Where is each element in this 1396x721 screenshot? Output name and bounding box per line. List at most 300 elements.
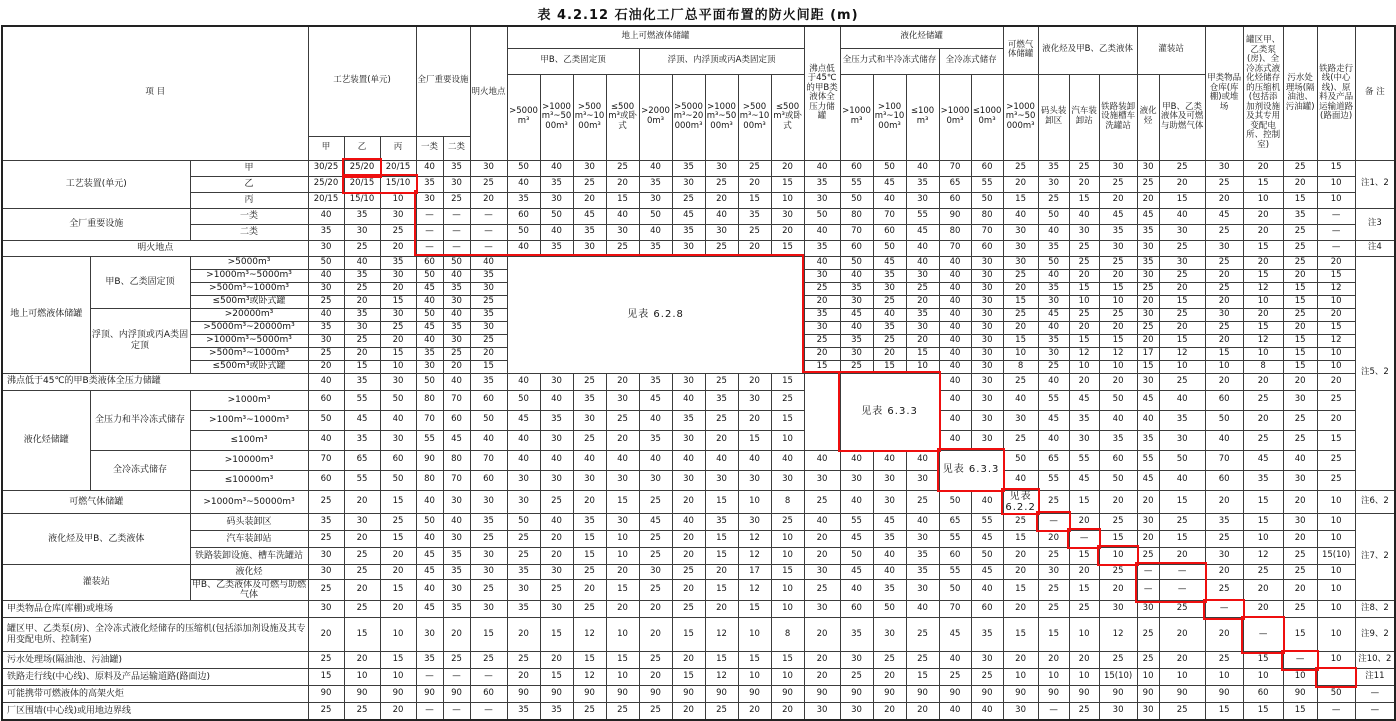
data-cell: 70 [939, 601, 971, 618]
data-cell: 25 [1159, 601, 1205, 618]
data-cell: 35 [1159, 410, 1205, 430]
data-cell: 25 [470, 530, 507, 547]
header-cell: 全压力式和半冷冻式储存 [840, 48, 939, 74]
data-cell: 30 [1137, 160, 1159, 176]
data-cell: 20 [470, 347, 507, 360]
data-cell: 40 [308, 208, 344, 224]
data-cell: 20 [1099, 321, 1137, 334]
data-cell: 35 [470, 373, 507, 390]
data-cell: 35 [639, 430, 672, 450]
data-cell: 20 [1205, 334, 1243, 347]
data-cell: 20 [873, 347, 906, 360]
data-cell: 30 [470, 160, 507, 176]
row-label: 工艺装置(单元) [2, 160, 190, 208]
data-cell: 45 [443, 430, 470, 450]
data-cell: 25 [705, 703, 738, 720]
row-label: ≤500m³或卧式罐 [190, 360, 308, 373]
data-cell: 12 [1099, 618, 1137, 652]
data-cell: 20 [606, 176, 639, 192]
data-cell: 15 [1137, 360, 1159, 373]
data-cell: — [416, 224, 443, 240]
data-cell: 40 [873, 450, 906, 470]
data-cell: 40 [840, 269, 873, 282]
data-cell: 25 [906, 652, 939, 669]
data-cell: 90 [804, 686, 840, 703]
data-cell: 35 [1243, 470, 1283, 490]
data-cell: 65 [939, 176, 971, 192]
table-title: 表 4.2.12 石油化工厂总平面布置的防火间距 (m) [537, 8, 859, 23]
data-cell: 20 [606, 430, 639, 450]
data-cell: 40 [771, 450, 804, 470]
data-cell: 30 [470, 547, 507, 564]
data-cell: 10 [771, 579, 804, 600]
data-cell: 30 [606, 470, 639, 490]
data-cell: — [1137, 579, 1159, 600]
data-cell: 50 [971, 192, 1003, 208]
note-cell: 注1、2 [1355, 160, 1395, 208]
data-cell: 60 [840, 601, 873, 618]
data-cell: 35 [1038, 334, 1069, 347]
data-cell: 50 [416, 373, 443, 390]
row-label: 污水处理场(隔油池、污油罐) [2, 652, 308, 669]
data-cell: 35 [470, 308, 507, 321]
data-cell: 40 [540, 390, 573, 410]
data-cell: 15 [1159, 192, 1205, 208]
data-cell: 30 [573, 240, 606, 256]
data-cell: 35 [873, 321, 906, 334]
data-cell: 10 [1003, 669, 1038, 686]
data-cell: 20 [1003, 321, 1038, 334]
header-cell: 液化烃 [1137, 74, 1159, 160]
data-cell: 20 [771, 703, 804, 720]
data-cell: 25 [1137, 618, 1159, 652]
data-cell: 90 [1038, 686, 1069, 703]
data-cell: 25 [1159, 240, 1205, 256]
data-cell: 50 [1099, 470, 1137, 490]
header-cell: 全冷冻式储存 [939, 48, 1003, 74]
data-cell: 12 [1317, 282, 1355, 295]
data-cell: 30 [1038, 564, 1069, 579]
data-cell: 35 [507, 601, 540, 618]
data-cell: 90 [416, 450, 443, 470]
header-cell: 工艺装置(单元) [308, 26, 416, 136]
data-cell: 25 [308, 347, 344, 360]
data-cell: 45 [416, 282, 443, 295]
data-cell: 10 [906, 360, 939, 373]
data-cell: 60 [470, 470, 507, 490]
data-cell: 50 [1099, 390, 1137, 410]
data-cell: 30 [1003, 240, 1038, 256]
data-cell: 60 [470, 686, 507, 703]
header-cell: 汽车装卸站 [1069, 74, 1099, 160]
data-cell: 20 [906, 334, 939, 347]
data-cell: 35 [416, 347, 443, 360]
header-cell: >1000m³~50000m³ [1003, 74, 1038, 160]
data-cell: 40 [308, 308, 344, 321]
data-cell: 15 [1003, 295, 1038, 308]
data-cell: 15 [705, 530, 738, 547]
data-cell: 40 [738, 450, 771, 470]
data-cell: 45 [840, 308, 873, 321]
data-cell: 50 [840, 192, 873, 208]
data-cell: 30 [738, 513, 771, 530]
data-cell: 25 [1003, 308, 1038, 321]
data-cell: 35 [906, 564, 939, 579]
data-cell: 40 [906, 240, 939, 256]
data-cell: 10 [1243, 530, 1283, 547]
data-cell: 30 [1283, 470, 1317, 490]
data-cell: 90 [840, 686, 873, 703]
data-cell: 40 [840, 450, 873, 470]
data-cell: 10 [606, 618, 639, 652]
data-cell: 35 [672, 410, 705, 430]
data-cell: 15 [1069, 334, 1099, 347]
data-cell: 45 [873, 176, 906, 192]
data-cell: 25 [906, 282, 939, 295]
row-label: 浮顶、内浮顶或丙A类固定顶 [90, 308, 190, 373]
data-cell: 10 [380, 669, 416, 686]
data-cell: 30 [1205, 240, 1243, 256]
data-cell: 35 [1038, 240, 1069, 256]
data-cell: 20 [1243, 373, 1283, 390]
data-cell: 25 [1159, 160, 1205, 176]
data-cell: 20 [906, 703, 939, 720]
data-cell: 25 [507, 530, 540, 547]
data-cell: 30 [672, 373, 705, 390]
data-cell: 40 [804, 256, 840, 269]
data-cell: 20 [606, 373, 639, 390]
data-cell: 30 [1069, 224, 1099, 240]
data-cell: 10 [1243, 669, 1283, 686]
data-cell: — [1317, 703, 1355, 720]
data-cell: 70 [416, 410, 443, 430]
data-cell: 30 [416, 618, 443, 652]
data-cell: 90 [380, 686, 416, 703]
data-cell: 20 [672, 652, 705, 669]
data-cell: 20 [639, 601, 672, 618]
data-cell: 20 [1159, 618, 1205, 652]
data-cell: 15 [1317, 269, 1355, 282]
row-label: 沸点低于45℃的甲B类液体全压力储罐 [2, 373, 308, 390]
data-cell: 35 [1099, 430, 1137, 450]
data-cell: 40 [971, 490, 1003, 513]
data-cell: 20 [639, 618, 672, 652]
data-cell: 30 [344, 321, 380, 334]
data-cell: 20/15 [380, 160, 416, 176]
data-cell: 25 [1038, 490, 1069, 513]
data-cell: 40 [380, 410, 416, 430]
data-cell: 50 [971, 547, 1003, 564]
data-cell: 10 [738, 669, 771, 686]
data-cell: 35 [470, 269, 507, 282]
data-cell: 55 [939, 530, 971, 547]
data-cell: 20 [738, 373, 771, 390]
data-cell: 15 [1069, 547, 1099, 564]
data-cell: 40 [507, 450, 540, 470]
data-cell: 30 [738, 470, 771, 490]
data-cell: 30 [771, 208, 804, 224]
row-label: >1000m³ [190, 390, 308, 410]
data-cell: 15 [1283, 360, 1317, 373]
data-cell: 12 [1243, 547, 1283, 564]
data-cell: 25 [470, 176, 507, 192]
data-cell: — [1159, 579, 1205, 600]
data-cell: 70 [939, 240, 971, 256]
data-cell: 45 [672, 208, 705, 224]
data-cell: 25 [1137, 321, 1159, 334]
data-cell: 50 [416, 269, 443, 282]
data-cell: 20 [1099, 192, 1137, 208]
data-cell: 20 [672, 703, 705, 720]
data-cell: 40 [906, 256, 939, 269]
data-cell: 30 [639, 192, 672, 208]
data-cell: 25 [470, 295, 507, 308]
data-cell: 60 [308, 470, 344, 490]
data-cell: 40 [939, 652, 971, 669]
data-cell: 35 [672, 224, 705, 240]
data-cell: 15 [470, 360, 507, 373]
data-cell: 12 [738, 579, 771, 600]
data-cell: — [1283, 652, 1317, 669]
data-cell: 25 [507, 547, 540, 564]
data-cell: — [470, 703, 507, 720]
data-cell: 45 [971, 530, 1003, 547]
header-cell: >10000m³ [939, 74, 971, 160]
data-cell: 15 [540, 669, 573, 686]
data-cell: 10 [738, 490, 771, 513]
data-cell: 30 [804, 192, 840, 208]
data-cell: 15 [873, 360, 906, 373]
data-cell: 40 [939, 269, 971, 282]
data-cell: 20 [1283, 373, 1317, 390]
data-cell: 30 [971, 256, 1003, 269]
data-cell: 30 [443, 295, 470, 308]
data-cell: 35 [540, 176, 573, 192]
data-cell: 15 [705, 579, 738, 600]
data-cell: 30 [443, 176, 470, 192]
data-cell: 30 [443, 530, 470, 547]
data-cell: 30 [705, 224, 738, 240]
data-cell: 45 [1038, 308, 1069, 321]
header-cell: 二类 [443, 136, 470, 160]
data-cell: 20 [507, 669, 540, 686]
data-cell: 25 [470, 579, 507, 600]
data-cell: 30 [470, 564, 507, 579]
data-cell: — [443, 224, 470, 240]
data-cell: 25 [1159, 373, 1205, 390]
data-cell: 30 [971, 321, 1003, 334]
data-cell: 90 [507, 686, 540, 703]
data-cell: 30 [873, 470, 906, 490]
data-cell: 45 [639, 513, 672, 530]
data-cell: 25 [380, 321, 416, 334]
data-cell: 45 [1137, 470, 1159, 490]
data-cell: 10 [1317, 513, 1355, 530]
data-cell: 30 [308, 547, 344, 564]
data-cell: — [443, 703, 470, 720]
data-cell: 30 [507, 579, 540, 600]
data-cell: 25 [906, 618, 939, 652]
data-cell: 50 [873, 601, 906, 618]
data-cell: 40 [939, 256, 971, 269]
data-cell: 12 [705, 669, 738, 686]
data-cell: 25 [1069, 256, 1099, 269]
data-cell: 10 [1317, 579, 1355, 600]
data-cell: 40 [1038, 224, 1069, 240]
data-cell: 20 [1205, 269, 1243, 282]
data-cell: 20 [1159, 547, 1205, 564]
data-cell: 35 [1038, 160, 1069, 176]
data-cell: 20 [344, 652, 380, 669]
data-cell: 40 [507, 240, 540, 256]
data-cell: 60 [873, 224, 906, 240]
row-label: >500m³~1000m³ [190, 347, 308, 360]
data-cell: 20 [804, 530, 840, 547]
data-cell: 20 [380, 703, 416, 720]
data-cell: 35 [344, 208, 380, 224]
data-cell: 30 [672, 240, 705, 256]
data-cell: 20 [1317, 410, 1355, 430]
data-cell: 25 [1038, 579, 1069, 600]
row-label: 地上可燃液体储罐 [2, 256, 90, 373]
data-cell: — [1317, 240, 1355, 256]
data-cell: 15 [771, 373, 804, 390]
data-cell: 20 [804, 347, 840, 360]
data-cell: 40 [804, 450, 840, 470]
row-label: >100m³~1000m³ [190, 410, 308, 430]
data-cell: 40 [873, 308, 906, 321]
data-cell: 25 [1243, 430, 1283, 450]
data-cell: 35 [344, 308, 380, 321]
header-cell: >100m³~1000m³ [873, 74, 906, 160]
data-cell: 25 [344, 564, 380, 579]
data-cell: 25 [939, 669, 971, 686]
data-cell: 40 [416, 295, 443, 308]
data-cell: 40 [1038, 321, 1069, 334]
data-cell: 10 [1317, 652, 1355, 669]
data-cell: 20 [873, 669, 906, 686]
data-cell: 30/25 [308, 160, 344, 176]
data-cell: 30 [1137, 703, 1159, 720]
data-cell: 35 [804, 240, 840, 256]
data-cell: 30 [873, 282, 906, 295]
data-cell: 45 [873, 513, 906, 530]
data-cell: 40 [507, 430, 540, 450]
data-cell: 10 [1099, 547, 1137, 564]
row-label: 甲B、乙类液体及可燃与助燃气体 [191, 579, 307, 600]
data-cell: 20 [606, 564, 639, 579]
data-cell: 60 [840, 160, 873, 176]
data-cell: 25 [1205, 579, 1243, 600]
data-cell: 25 [1159, 308, 1205, 321]
data-cell: 40 [416, 530, 443, 547]
data-cell: 10 [1069, 360, 1099, 373]
data-cell: 15 [1003, 192, 1038, 208]
data-cell: 15 [1003, 334, 1038, 347]
data-cell: 35 [1038, 282, 1069, 295]
note-cell: — [1355, 686, 1395, 703]
row-label: >1000m³~50000m³ [190, 490, 308, 513]
row-label: >500m³~1000m³ [190, 282, 308, 295]
row-label: 甲 [190, 160, 308, 176]
data-cell: 30 [573, 160, 606, 176]
data-cell: 40 [443, 373, 470, 390]
data-cell: 25 [705, 373, 738, 390]
data-cell: 10 [1317, 192, 1355, 208]
data-cell: 20 [906, 295, 939, 308]
note-cell: 注6、2 [1355, 490, 1395, 513]
data-cell: 25 [540, 490, 573, 513]
data-cell: 30 [380, 269, 416, 282]
data-cell: 30 [906, 321, 939, 334]
data-cell: 50 [540, 208, 573, 224]
data-cell: 30 [470, 490, 507, 513]
data-cell: 40 [804, 160, 840, 176]
data-cell: 40 [1038, 269, 1069, 282]
data-cell: 25 [308, 652, 344, 669]
data-cell: 40 [639, 450, 672, 470]
data-cell: — [416, 240, 443, 256]
data-cell: 25 [804, 579, 840, 600]
data-cell: 25 [639, 579, 672, 600]
data-cell: 20 [1205, 192, 1243, 208]
data-cell: 90 [573, 686, 606, 703]
data-cell: 35 [380, 256, 416, 269]
data-cell: 25 [804, 334, 840, 347]
data-cell: 30 [470, 601, 507, 618]
data-cell: 10 [771, 547, 804, 564]
data-cell: 40 [804, 224, 840, 240]
data-cell: 70 [840, 224, 873, 240]
header-cell: 甲B、乙类液体及可燃与助燃气体 [1159, 74, 1205, 160]
data-cell: 25 [1283, 430, 1317, 450]
data-cell: 90 [1137, 686, 1159, 703]
data-cell: 30 [1137, 308, 1159, 321]
data-cell: — [1038, 703, 1069, 720]
data-cell: 50 [380, 470, 416, 490]
data-cell: 30 [971, 373, 1003, 390]
data-cell: 35 [443, 547, 470, 564]
data-cell: 35 [906, 176, 939, 192]
data-cell: 25 [344, 334, 380, 347]
data-cell: 30 [416, 192, 443, 208]
data-cell: 25 [639, 547, 672, 564]
data-cell: 30 [540, 373, 573, 390]
data-cell: 15 [1243, 240, 1283, 256]
data-cell: 20 [380, 240, 416, 256]
data-cell: 35 [443, 160, 470, 176]
data-cell: 10 [1099, 295, 1137, 308]
header-cell: 灌装站 [1137, 26, 1205, 74]
data-cell: 80 [971, 208, 1003, 224]
data-cell: 15 [1003, 579, 1038, 600]
data-cell: 80 [443, 450, 470, 470]
data-cell: 90 [705, 686, 738, 703]
data-cell: 30 [540, 470, 573, 490]
row-label: 液化烃储罐 [2, 390, 90, 490]
ref-cell: 见表 6.2.2 [1003, 490, 1038, 513]
data-cell: 25 [344, 240, 380, 256]
data-cell: 30 [840, 652, 873, 669]
data-cell: 65 [939, 513, 971, 530]
data-cell: 40 [804, 513, 840, 530]
data-cell: 40 [1205, 430, 1243, 450]
data-cell: 25 [1069, 601, 1099, 618]
data-cell: 10 [771, 192, 804, 208]
data-cell: 45 [939, 618, 971, 652]
data-cell: 30 [573, 410, 606, 430]
data-cell: 15 [1205, 703, 1243, 720]
